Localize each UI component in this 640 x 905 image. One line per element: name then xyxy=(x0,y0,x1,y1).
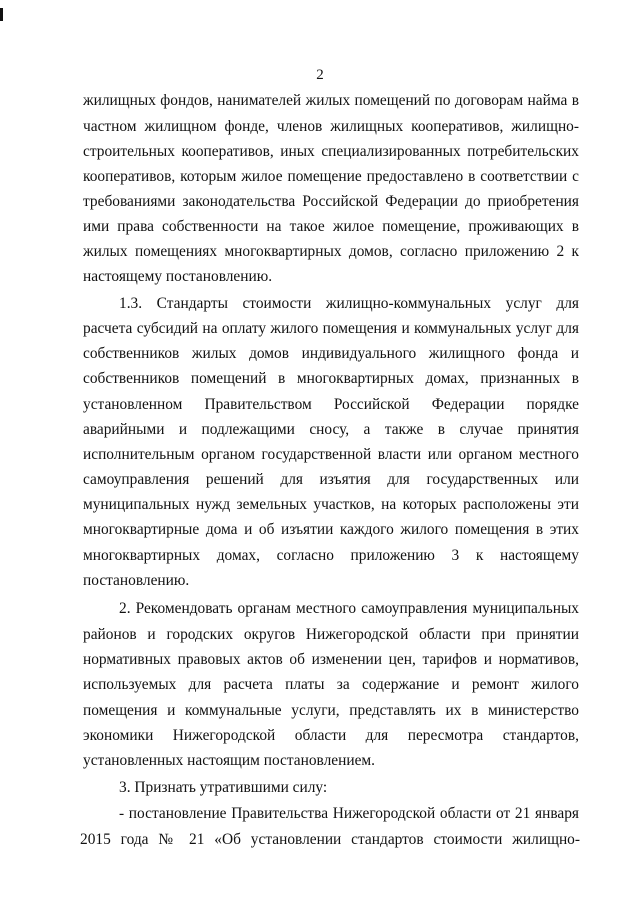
paragraph-first-line: - постановление Правительства Нижегородской области от 21 января xyxy=(119,805,579,822)
page-number: 2 xyxy=(316,67,324,83)
text-line: расчета субсидий на оплату жилого помещения и коммунальных услуг для xyxy=(83,320,579,337)
text-line: используемых для расчета платы за содержание и ремонт жилого xyxy=(83,676,579,693)
text-line: помещения и коммунальные услуги, представлять их в министерство xyxy=(83,702,579,719)
text-line: собственников помещений в многоквартирных домах, признанных в xyxy=(83,370,579,387)
text-line: жилищных фондов, нанимателей жилых помещений по договорам найма в xyxy=(83,92,579,109)
text-line: кооперативов, которым жилое помещение предоставлено в соответствии с xyxy=(83,168,579,185)
text-line: постановлению. xyxy=(83,572,190,589)
text-line: ими права собственности на такое жилое помещение, проживающих в xyxy=(83,218,579,235)
text-line: муниципальных нужд земельных участков, на которых расположены эти xyxy=(83,496,579,513)
text-line: настоящему постановлению. xyxy=(83,268,273,285)
text-line: многоквартирных домах, согласно приложению 3 к настоящему xyxy=(83,547,579,564)
text-line: исполнительным органом государственной власти или органом местного xyxy=(83,446,579,463)
text-line: многоквартирные дома и об изъятии каждого жилого помещения в этих xyxy=(83,521,579,538)
text-line: нормативных правовых актов об изменении цен, тарифов и нормативов, xyxy=(83,651,579,668)
text-line: требованиями законодательства Российской Федерации до приобретения xyxy=(83,193,579,210)
text-line: установленных настоящим постановлением. xyxy=(83,752,376,769)
text-line: самоуправления решений для изъятия для государственных или xyxy=(83,471,579,488)
text-line: экономики Нижегородской области для пересмотра стандартов, xyxy=(83,727,579,744)
paragraph-first-line: 3. Признать утратившими силу: xyxy=(119,779,328,796)
text-line: районов и городских округов Нижегородской области при принятии xyxy=(83,626,579,643)
text-line: аварийными и подлежащими сносу, а также в случае принятия xyxy=(83,421,579,438)
text-line: жилых помещениях многоквартирных домов, согласно приложению 2 к xyxy=(83,243,579,260)
scan-corner-mark xyxy=(0,8,3,21)
paragraph-first-line: 2. Рекомендовать органам местного самоуправления муниципальных xyxy=(119,600,579,617)
paragraph-first-line: 1.3. Стандарты стоимости жилищно-коммунальных услуг для xyxy=(119,295,579,312)
text-line: установленном Правительством Российской Федерации порядке xyxy=(83,396,579,413)
text-line: частном жилищном фонде, членов жилищных кооперативов, жилищно- xyxy=(83,118,579,135)
text-line: собственников жилых домов индивидуального жилищного фонда и xyxy=(83,345,579,362)
text-line: строительных кооперативов, иных специализированных потребительских xyxy=(83,143,579,160)
text-line: 2015 года № 21 «Об установлении стандартов стоимости жилищно- xyxy=(80,831,580,848)
